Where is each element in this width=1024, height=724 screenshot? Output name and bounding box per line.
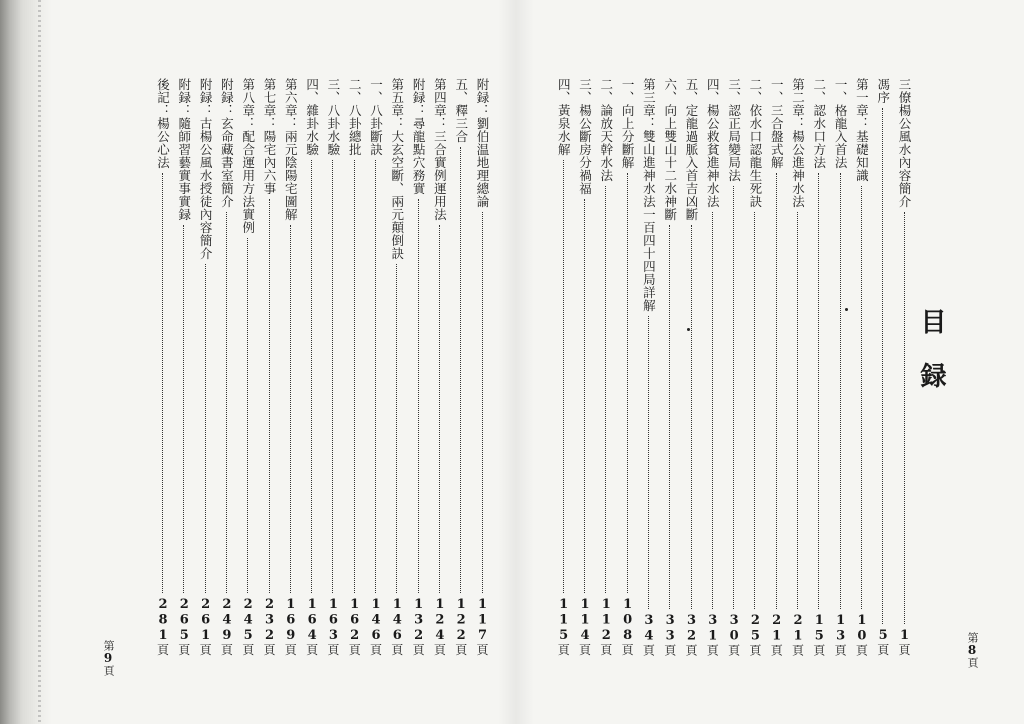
toc-entry — [368, 78, 384, 656]
book-gutter — [498, 0, 534, 724]
toc-leader-dots — [861, 186, 862, 609]
toc-entry-page: 232頁 — [262, 597, 277, 656]
toc-leader-dots — [584, 199, 585, 593]
toc-entry-page: 5頁 — [875, 628, 891, 656]
toc-entry-title: 第七章：陽宅內六事 — [262, 78, 277, 195]
toc-leader-dots — [797, 212, 798, 609]
scan-spine-edge — [38, 0, 41, 724]
toc-entry-title: 五、定龍過脈入首吉凶斷 — [684, 78, 699, 221]
toc-entry-title: 二、認水口方法 — [811, 78, 827, 169]
toc-entry-page: 146頁 — [389, 597, 405, 656]
toc-leader-dots — [290, 225, 291, 593]
toc-leader-dots — [439, 225, 440, 593]
toc-leader-dots — [712, 212, 713, 609]
toc-entry-title: 第一章：基礎知識 — [854, 78, 870, 182]
toc-entry-page: 15頁 — [811, 612, 827, 656]
toc-entry — [346, 78, 362, 656]
toc-entry-page: 265頁 — [176, 597, 192, 656]
toc-entry — [261, 78, 277, 656]
toc-leader-dots — [311, 160, 312, 593]
toc-leader-dots — [162, 173, 163, 593]
toc-entry-title: 後記：楊公心法 — [155, 78, 171, 169]
toc-entry — [662, 78, 678, 656]
toc-entry-title: 四、黃泉水解 — [556, 78, 572, 156]
toc-entry-title: 四、雜卦水驗 — [304, 78, 320, 156]
toc-entry-title: 附録：尋龍點穴務實 — [411, 78, 427, 195]
toc-entry-page: 132頁 — [411, 597, 427, 656]
toc-leader-dots — [754, 212, 755, 609]
toc-leader-dots — [226, 212, 227, 593]
toc-leader-dots — [418, 199, 419, 593]
toc-entry-page: 31頁 — [705, 612, 721, 656]
toc-entry — [389, 78, 405, 656]
toc-entry-title: 第三章：雙山進神水法一百四十四局詳解 — [641, 78, 657, 312]
toc-leader-dots — [904, 212, 905, 624]
toc-entry-page: 122頁 — [453, 597, 469, 656]
toc-leader-dots — [205, 264, 206, 593]
toc-entry-page: 1頁 — [897, 628, 912, 656]
toc-entry — [726, 78, 742, 656]
toc-entry-title: 第八章：配合運用方法實例 — [240, 78, 256, 234]
toc-entry-page: 25頁 — [747, 612, 763, 656]
toc-leader-dots — [332, 160, 333, 593]
toc-leader-dots — [396, 264, 397, 593]
toc-leader-dots — [691, 225, 692, 609]
toc-entry — [555, 78, 571, 656]
toc-entry — [240, 78, 256, 656]
toc-entry-title: 附録：古楊公風水授徒內容簡介 — [198, 78, 214, 260]
toc-entry-title: 二、論放天幹水法 — [598, 78, 614, 182]
scan-spine-shadow — [0, 0, 52, 724]
toc-leader-dots — [183, 225, 184, 593]
toc-entry-title: 六、向上雙山十二水神斷 — [662, 78, 678, 221]
toc-entry-title: 三、認正局變局法 — [726, 78, 742, 182]
toc-entry-page: 33頁 — [662, 612, 678, 656]
toc-entry-title: 第六章：兩元陰陽宅圖解 — [283, 78, 299, 221]
toc-entry-page: 146頁 — [368, 597, 384, 656]
toc-leader-dots — [669, 225, 670, 609]
toc-leader-dots — [269, 199, 270, 593]
toc-entry-page: 112頁 — [598, 597, 614, 656]
toc-entry-page: 21頁 — [769, 612, 785, 656]
toc-entry-page: 114頁 — [577, 597, 593, 656]
scan-speck — [845, 308, 848, 311]
toc-entry — [218, 78, 234, 656]
toc-entry-page: 281頁 — [155, 597, 171, 656]
toc-entry-title: 三、楊公斷房分禍福 — [577, 78, 593, 195]
toc-entry — [304, 78, 320, 656]
toc-leader-dots — [776, 173, 777, 609]
toc-entry — [832, 78, 848, 656]
toc-entry — [790, 78, 806, 656]
toc-leader-dots — [354, 160, 355, 593]
toc-leader-dots — [733, 186, 734, 609]
toc-entry — [282, 78, 298, 656]
toc-leader-dots — [563, 160, 564, 593]
toc-entry-title: 四、楊公救貧進神水法 — [705, 78, 721, 208]
toc-entry-page: 164頁 — [304, 597, 320, 656]
toc-entry-page: 169頁 — [283, 597, 299, 656]
toc-entry — [875, 78, 891, 656]
toc-entry-title: 一、八卦斷訣 — [368, 78, 384, 156]
toc-entry — [853, 78, 869, 656]
toc-entry — [176, 78, 192, 656]
scan-speck — [687, 328, 690, 331]
toc-entry-page: 117頁 — [475, 597, 490, 656]
toc-entry-page: 30頁 — [726, 612, 742, 656]
toc-entry — [155, 78, 171, 656]
toc-entry-page: 163頁 — [325, 597, 341, 656]
toc-entry — [768, 78, 784, 656]
toc-entry — [811, 78, 827, 656]
toc-entry-title: 三、八卦水驗 — [325, 78, 341, 156]
toc-entry-page: 124頁 — [432, 597, 448, 656]
toc-entry — [598, 78, 614, 656]
toc-entry-page: 21頁 — [790, 612, 806, 656]
toc-leader-dots — [375, 160, 376, 593]
toc-entry — [197, 78, 213, 656]
toc-leader-dots — [460, 147, 461, 593]
toc-entry-title: 五、釋三合 — [453, 78, 469, 143]
toc-entry-title: 一、三合盤式解 — [769, 78, 785, 169]
toc-leader-dots — [627, 173, 628, 593]
right-page-number: 第8頁 — [965, 632, 979, 668]
toc-entry-title: 附録：隨師習藝實事實録 — [176, 78, 192, 221]
toc-entry — [577, 78, 593, 656]
toc-entry-page: 162頁 — [347, 597, 363, 656]
toc-entry-title: 附録：玄命藏書室簡介 — [219, 78, 235, 208]
toc-entry-page: 32頁 — [684, 612, 699, 656]
toc-entry — [325, 78, 341, 656]
left-page-number: 第9頁 — [101, 640, 115, 676]
toc-entry — [683, 78, 699, 656]
toc-entry — [896, 78, 912, 656]
toc-entry — [410, 78, 426, 656]
toc-entry — [640, 78, 656, 656]
toc-entry-title: 一、格龍入首法 — [833, 78, 849, 169]
toc-entry-title: 二、依水口認龍生死訣 — [747, 78, 763, 208]
toc-entry — [474, 78, 490, 656]
toc-entry-title: 馮序 — [875, 78, 891, 104]
toc-entry-title: 三僚楊公風水內容簡介 — [897, 78, 912, 208]
toc-entry — [704, 78, 720, 656]
toc-entry — [747, 78, 763, 656]
toc-entry-title: 附録：劉伯温地理總論 — [475, 78, 490, 208]
toc-leader-dots — [247, 238, 248, 593]
toc-entry-title: 第二章：楊公進神水法 — [790, 78, 806, 208]
toc-entry-page: 115頁 — [556, 597, 572, 656]
toc-entry — [453, 78, 469, 656]
toc-entry-title: 一、向上分斷解 — [620, 78, 636, 169]
toc-entry-page: 34頁 — [641, 612, 657, 656]
toc-entry-title: 第四章：三合實例運用法 — [432, 78, 448, 221]
toc-entry-page: 261頁 — [198, 597, 214, 656]
toc-entry-title: 二、八卦總批 — [347, 78, 363, 156]
toc-leader-dots — [818, 173, 819, 609]
toc-entry-page: 10頁 — [854, 612, 870, 656]
toc-leader-dots — [605, 186, 606, 593]
toc-entry-page: 249頁 — [219, 597, 235, 656]
toc-entry — [619, 78, 635, 656]
toc-leader-dots — [648, 316, 649, 609]
toc-entry-page: 245頁 — [240, 597, 256, 656]
toc-entry — [431, 78, 447, 656]
toc-entry-title: 第五章：大玄空斷、兩元顛倒訣 — [389, 78, 405, 260]
toc-entry-page: 108頁 — [620, 597, 636, 656]
toc-leader-dots — [840, 173, 841, 609]
toc-leader-dots — [482, 212, 483, 593]
page-title: 目録 — [916, 308, 946, 416]
toc-entry-page: 13頁 — [833, 612, 849, 656]
toc-leader-dots — [882, 108, 883, 624]
